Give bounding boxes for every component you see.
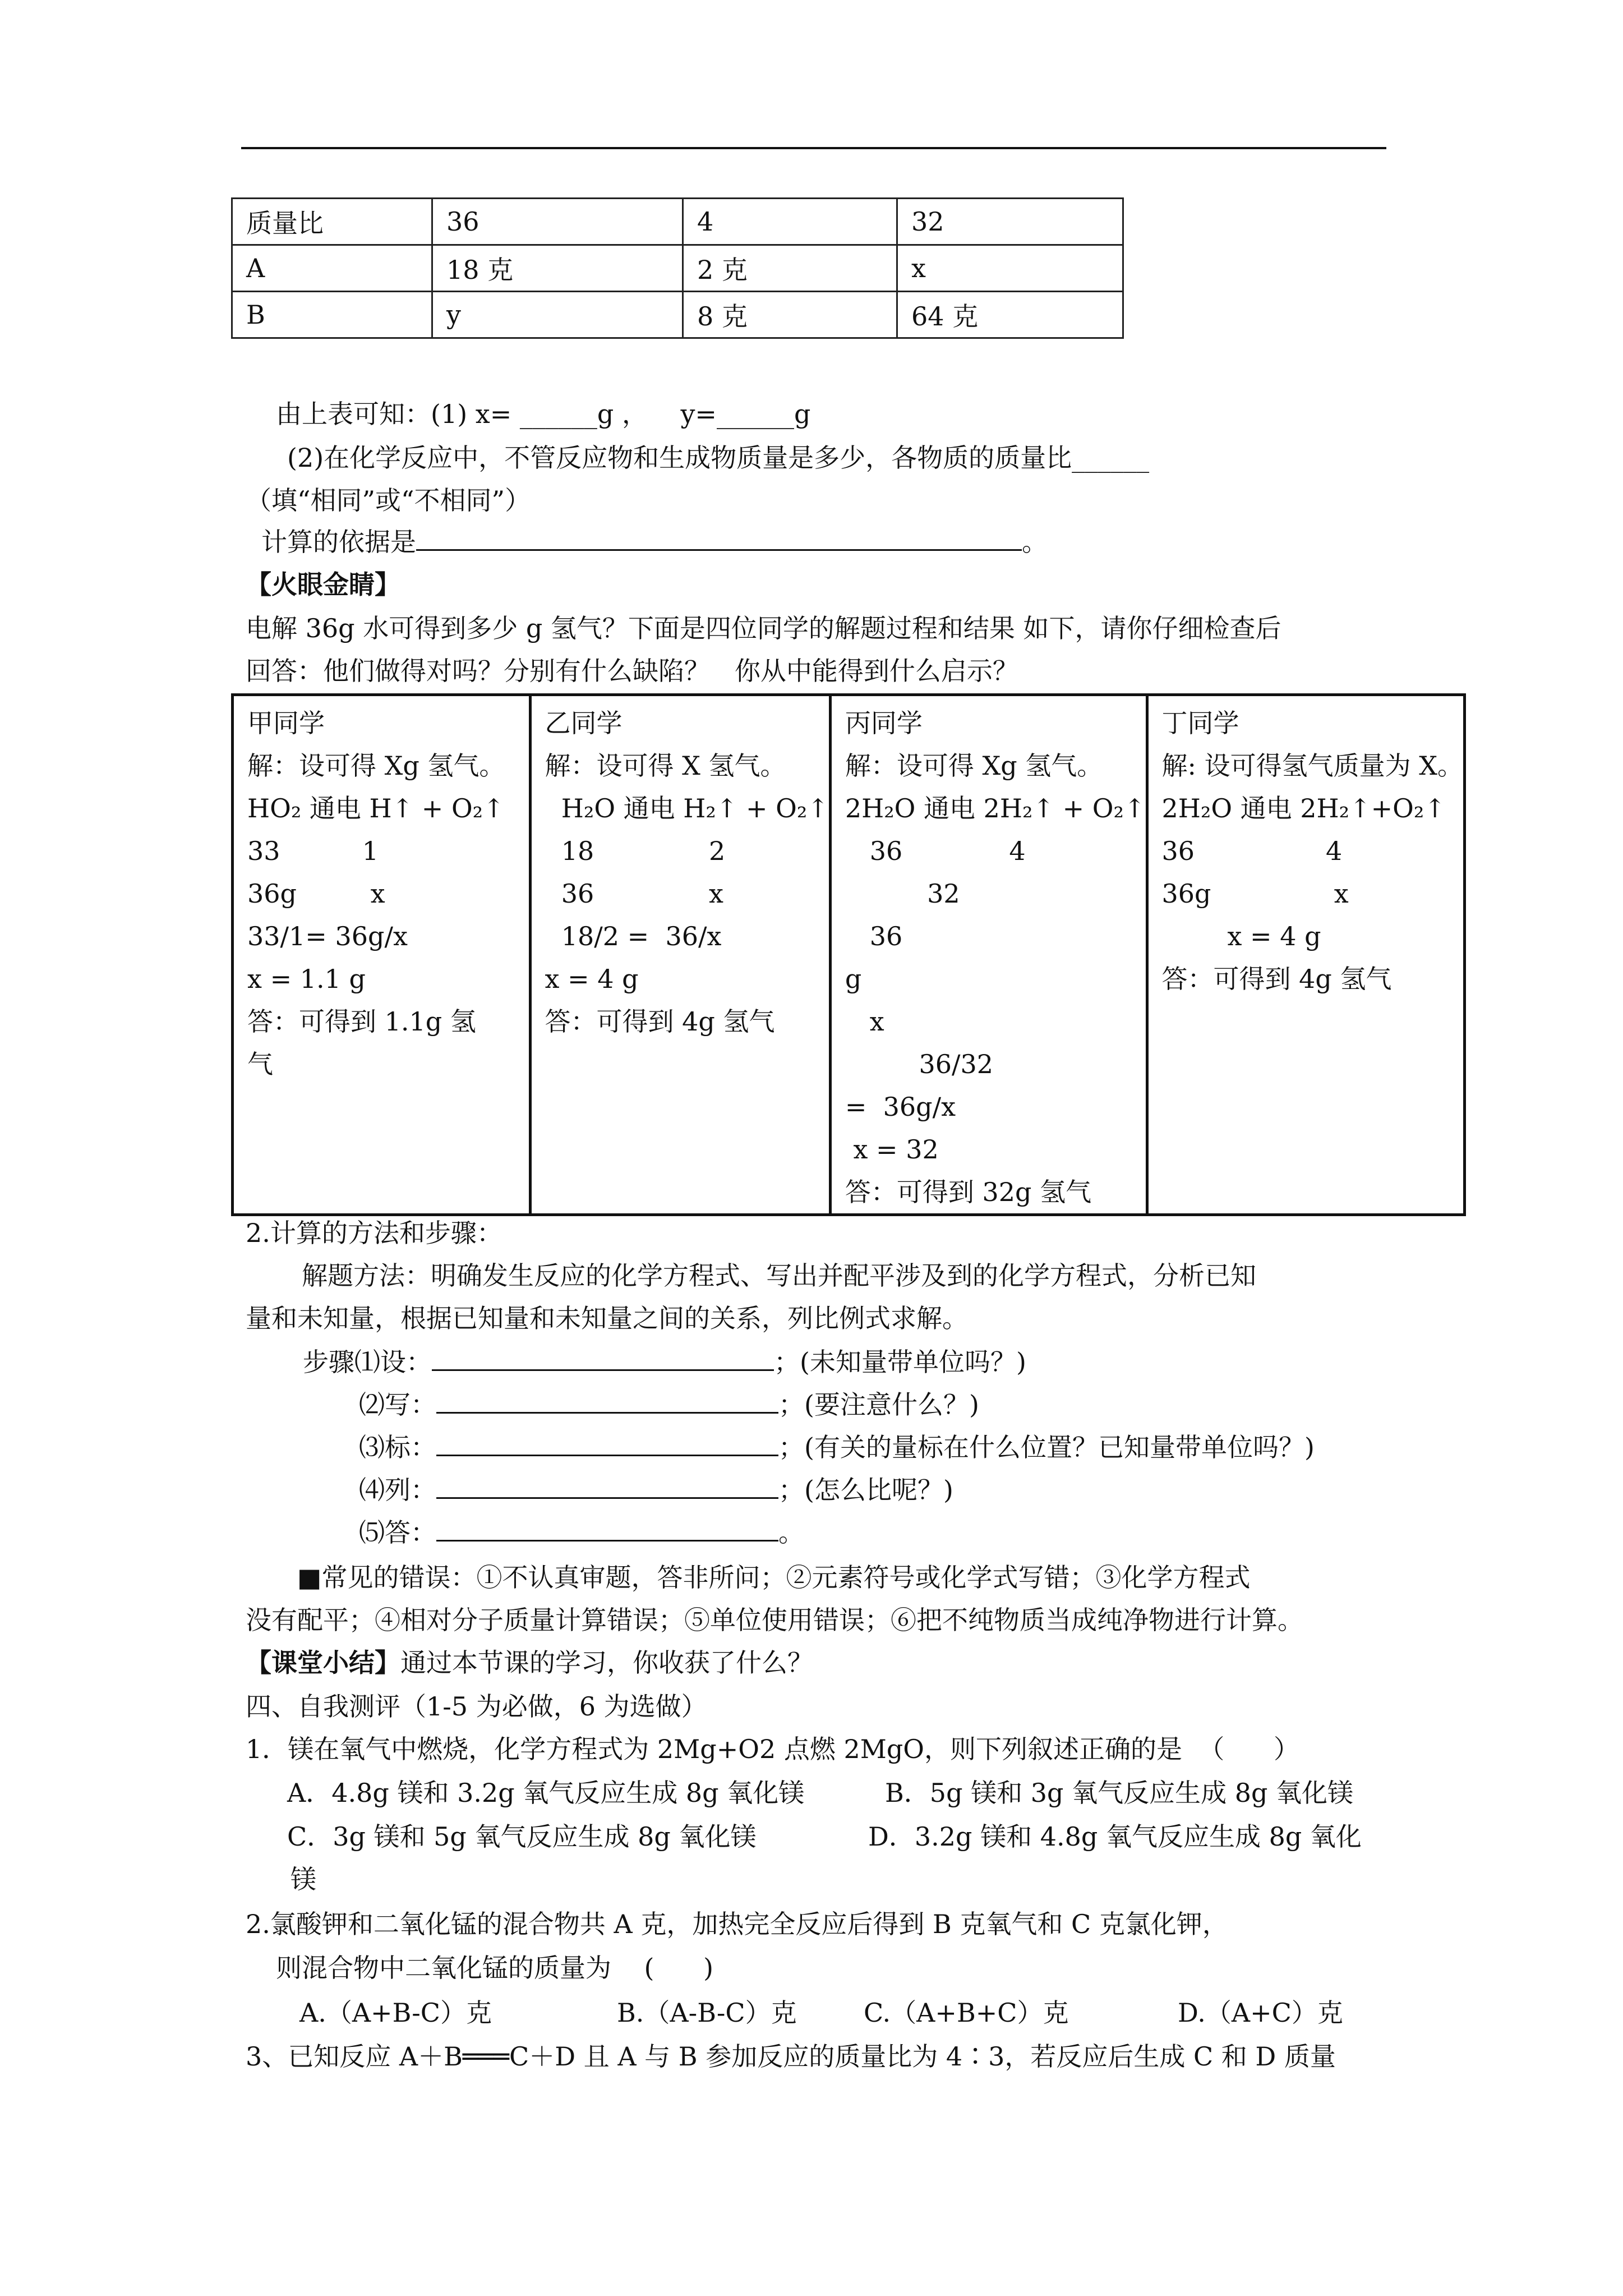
solution-line: = 36g/x	[845, 1092, 956, 1122]
mass-ratio-table	[231, 197, 1124, 339]
solution-line: 答：可得到 1.1g 氢	[247, 1006, 476, 1037]
student-solutions-table	[231, 693, 1466, 1216]
summary-tag: 【课堂小结】	[246, 1648, 400, 1678]
q2-option-d[interactable]: D.（A+C）克	[1178, 1998, 1343, 2028]
q1-option-d-cont: 镁	[291, 1864, 316, 1894]
q1-stem: 1．镁在氧气中燃烧，化学方程式为 2Mg+O2 点燃 2MgO，则下列叙述正确的是 （ ）	[246, 1734, 1299, 1764]
table-cell: x	[897, 245, 1123, 292]
q1-option-c[interactable]: C．3g 镁和 5g 氧气反应生成 8g 氧化镁	[287, 1821, 757, 1852]
table-cell: A	[232, 245, 432, 292]
table-cell: 质量比	[232, 199, 432, 245]
basis-blank[interactable]	[416, 527, 1022, 551]
step-hint: 。	[778, 1517, 804, 1548]
q1-option-b[interactable]: B．5g 镁和 3g 氧气反应生成 8g 氧化镁	[885, 1778, 1354, 1808]
solution-line: 18/2 = 36/x	[545, 921, 722, 951]
student-cell-yi	[530, 695, 830, 1215]
question-line-1: 电解 36g 水可得到多少 g 氢气？下面是四位同学的解题过程和结果 如下，请你仔细检查后	[246, 613, 1281, 643]
step-5	[359, 1511, 804, 1554]
method-title: 2.计算的方法和步骤：	[246, 1218, 502, 1248]
q1-option-a[interactable]: A．4.8g 镁和 3.2g 氧气反应生成 8g 氧化镁	[287, 1778, 805, 1808]
student-name: 丙同学	[845, 708, 923, 738]
equation-line: HO₂ 通电 H↑ + O₂↑	[247, 793, 505, 823]
solution-line: 33 1	[247, 836, 379, 866]
table-cell: B	[232, 292, 432, 338]
errors-line-1: ■常见的错误：①不认真审题，答非所问；②元素符号或化学式写错；③化学方程式	[297, 1562, 1251, 1593]
q2-line-1: 2.氯酸钾和二氧化锰的混合物共 A 克，加热完全反应后得到 B 克氧气和 C 克氯化钾，	[246, 1909, 1228, 1939]
solution-line: 36 4	[845, 836, 1026, 866]
basis-label: 计算的依据是	[261, 527, 416, 557]
step-label: 步骤⑴设：	[303, 1347, 432, 1377]
method-line-2: 量和未知量，根据已知量和未知量之间的关系，列比例式求解。	[246, 1303, 968, 1333]
step-blank[interactable]	[432, 1347, 774, 1371]
step-label: ⑸答：	[359, 1517, 436, 1548]
table-cell: 32	[897, 199, 1123, 245]
q2-option-a[interactable]: A.（A+B-C）克	[299, 1998, 492, 2028]
intro-line-3: （填“相同”或“不相同”）	[246, 485, 531, 516]
solution-line: 解：设可得 Xg 氢气。	[845, 751, 1103, 781]
solution-line: 解：设可得 Xg 氢气。	[247, 751, 505, 781]
step-label: ⑵写：	[359, 1389, 436, 1420]
step-label: ⑶标：	[359, 1432, 436, 1462]
table-row	[232, 199, 1123, 245]
step-hint: ；(有关的量标在什么位置？已知量带单位吗？)	[778, 1432, 1315, 1462]
table-cell: 8 克	[683, 292, 897, 338]
solution-line: 36 x	[545, 878, 723, 909]
solution-line: 36/32	[845, 1049, 994, 1079]
section-huoyan: 【火眼金睛】	[246, 569, 400, 600]
step-2	[359, 1383, 979, 1426]
errors-line-2: 没有配平；④相对分子质量计算错误；⑤单位使用错误；⑥把不纯物质当成纯净物进行计算。	[246, 1605, 1303, 1635]
solution-line: g	[845, 964, 862, 994]
step-blank[interactable]	[436, 1517, 778, 1542]
solution-line: 33/1= 36g/x	[247, 921, 408, 951]
solution-line: x	[845, 1006, 884, 1037]
student-name: 甲同学	[247, 708, 325, 738]
student-cell-bing	[830, 695, 1147, 1215]
step-blank[interactable]	[436, 1389, 778, 1414]
table-row	[233, 695, 1465, 1215]
step-4	[359, 1469, 953, 1511]
solution-line: 气	[247, 1049, 273, 1079]
table-cell: y	[432, 292, 683, 338]
student-cell-jia	[233, 695, 531, 1215]
table-cell: 4	[683, 199, 897, 245]
summary-line	[246, 1641, 813, 1684]
intro-line-4	[261, 521, 1048, 563]
intro-line-2: (2)在化学反应中，不管反应物和生成物质量是多少，各物质的质量比______	[287, 443, 1150, 473]
table-row	[232, 292, 1123, 338]
step-3	[359, 1426, 1315, 1469]
solution-line: 32	[845, 878, 960, 909]
solution-line: x = 32	[845, 1134, 939, 1165]
solution-line: x = 4 g	[1161, 921, 1321, 951]
step-hint: ；(怎么比呢？)	[778, 1475, 953, 1505]
table-row	[232, 245, 1123, 292]
solution-line: 36g x	[1161, 878, 1349, 909]
step-hint: ；(未知量带单位吗？)	[774, 1347, 1026, 1377]
student-name: 丁同学	[1161, 708, 1239, 738]
equation-line: H₂O 通电 H₂↑ + O₂↑	[545, 793, 829, 823]
q2-option-b[interactable]: B.（A-B-C）克	[617, 1998, 797, 2028]
step-blank[interactable]	[436, 1432, 778, 1456]
step-hint: ；(要注意什么？)	[778, 1389, 979, 1420]
solution-line: 36 4	[1161, 836, 1343, 866]
step-blank[interactable]	[436, 1475, 778, 1499]
step-label: ⑷列：	[359, 1475, 436, 1505]
basis-end: 。	[1022, 527, 1048, 557]
q2-option-c[interactable]: C.（A+B+C）克	[864, 1998, 1069, 2028]
student-name: 乙同学	[545, 708, 623, 738]
solution-line: 解：设可得 X 氢气。	[545, 751, 786, 781]
equation-line: 2H₂O 通电 2H₂↑+O₂↑	[1161, 793, 1446, 823]
solution-line: 答：可得到 4g 氢气	[545, 1006, 775, 1037]
solution-line: x = 4 g	[545, 964, 639, 994]
solution-line: 36g x	[247, 878, 385, 909]
solution-line: 答：可得到 32g 氢气	[845, 1177, 1092, 1207]
solution-line: 36	[845, 921, 903, 951]
solution-line: 解: 设可得氢气质量为 X。	[1161, 751, 1463, 781]
table-cell: 2 克	[683, 245, 897, 292]
q3-stem: 3、已知反应 A＋B═══C＋D 且 A 与 B 参加反应的质量比为 4∶3，若反应后生成 C 和 D 质量	[246, 2041, 1336, 2072]
q2-line-2: 则混合物中二氧化锰的质量为 ( )	[276, 1953, 714, 1983]
table-cell: 18 克	[432, 245, 683, 292]
header-rule	[241, 147, 1386, 149]
solution-line: 答：可得到 4g 氢气	[1161, 964, 1392, 994]
solution-line: x = 1.1 g	[247, 964, 366, 994]
intro-line-1: 由上表可知：(1) x= ______g ， y=______g	[276, 399, 811, 429]
solution-line: 18 2	[545, 836, 726, 866]
table-cell: 64 克	[897, 292, 1123, 338]
question-line-2: 回答：他们做得对吗？分别有什么缺陷？ 你从中能得到什么启示？	[246, 656, 1018, 686]
equation-line: 2H₂O 通电 2H₂↑ + O₂↑	[845, 793, 1146, 823]
table-cell: 36	[432, 199, 683, 245]
method-line-1: 解题方法：明确发生反应的化学方程式、写出并配平涉及到的化学方程式，分析已知	[302, 1260, 1256, 1291]
student-cell-ding	[1147, 695, 1465, 1215]
q1-option-d[interactable]: D．3.2g 镁和 4.8g 氧气反应生成 8g 氧化	[868, 1821, 1362, 1852]
selftest-title: 四、自我测评（1-5 为必做，6 为选做）	[246, 1691, 707, 1722]
summary-text: 通过本节课的学习，你收获了什么？	[400, 1648, 813, 1678]
step-1	[303, 1341, 1026, 1383]
